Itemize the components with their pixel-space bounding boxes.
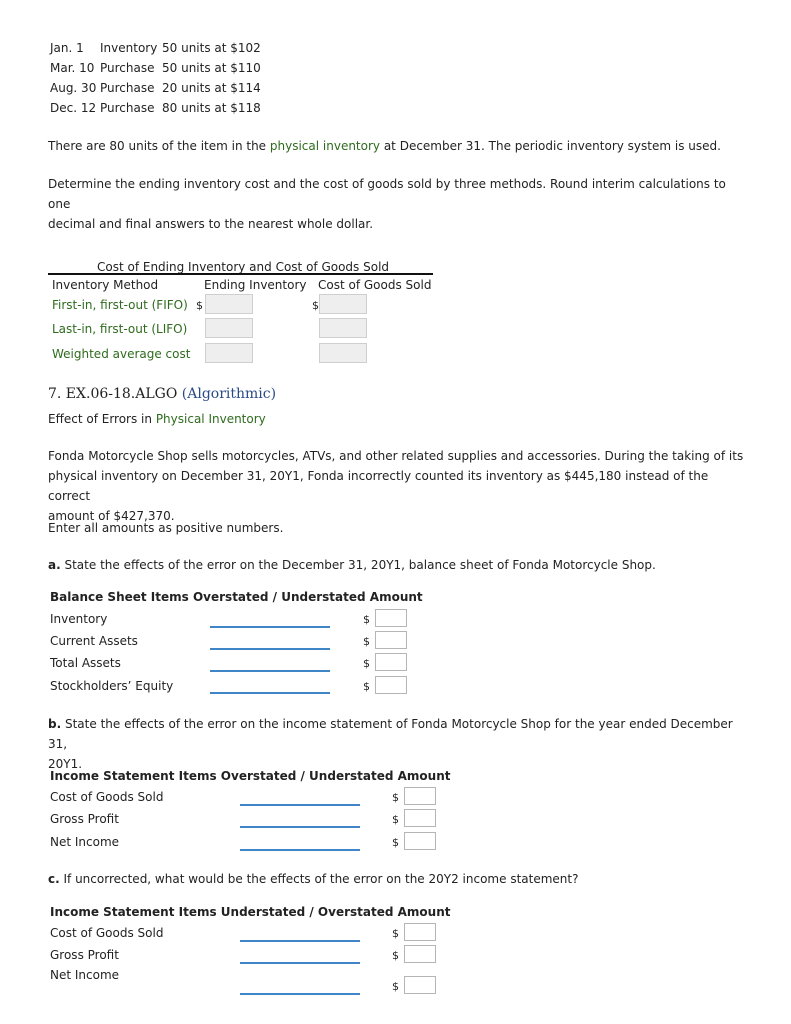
part-b-prompt <box>48 714 748 774</box>
row-lifo-label: Last-in, first-out (LIFO) <box>52 322 188 336</box>
purchase-type: Purchase <box>100 101 155 115</box>
item-net-income: Net Income <box>50 835 120 849</box>
weighted-ending-inventory-input[interactable] <box>205 343 253 363</box>
algorithmic-tag: (Algorithmic) <box>181 386 277 402</box>
part-c-header: Income Statement Items Understated / Overstated Amount <box>50 905 451 919</box>
part-text: State the effects of the error on the December 31, 20Y1, balance sheet of Fonda Motorcycle Shop. <box>64 558 656 572</box>
dollar-sign: $ <box>363 613 370 626</box>
physical-inventory-link[interactable]: Physical Inventory <box>155 412 266 426</box>
purchase-detail: 80 units at $118 <box>162 101 261 115</box>
intro-paragraph <box>48 446 748 526</box>
dollar-sign: $ <box>392 927 399 940</box>
fifo-cogs-input[interactable] <box>319 294 367 314</box>
purchase-detail: 50 units at $110 <box>162 61 261 75</box>
dollar-sign: $ <box>392 949 399 962</box>
part-b-header: Income Statement Items Overstated / Understated Amount <box>50 769 451 783</box>
part-letter: b. <box>48 717 62 731</box>
cogs-20y2-amount-input[interactable] <box>404 923 436 941</box>
physical-inventory-link[interactable]: physical inventory <box>269 139 381 153</box>
dollar-sign: $ <box>392 980 399 993</box>
dollar-sign: $ <box>196 299 203 312</box>
part-a-prompt <box>48 558 656 572</box>
item-current-assets: Current Assets <box>50 634 138 648</box>
purchase-detail: 50 units at $102 <box>162 41 261 55</box>
cogs-effect-dropdown[interactable] <box>240 804 360 806</box>
col-cost-of-goods-sold: Cost of Goods Sold <box>318 278 432 292</box>
dollar-sign: $ <box>392 813 399 826</box>
gross-profit-amount-input[interactable] <box>404 809 436 827</box>
purchase-type: Purchase <box>100 81 155 95</box>
fifo-ending-inventory-input[interactable] <box>205 294 253 314</box>
current-assets-amount-input[interactable] <box>375 631 407 649</box>
part-a-header: Balance Sheet Items Overstated / Understated Amount <box>50 590 423 604</box>
item-net-income: Net Income <box>50 968 120 982</box>
intro-line: physical inventory on December 31, 20Y1, Fonda incorrectly counted its inventory as $445,180 instead of the correct <box>48 469 709 503</box>
total-assets-amount-input[interactable] <box>375 653 407 671</box>
total-assets-effect-dropdown[interactable] <box>210 670 330 672</box>
purchase-type: Inventory <box>100 41 158 55</box>
purchase-date: Mar. 10 <box>50 61 95 75</box>
part-text: State the effects of the error on the income statement of Fonda Motorcycle Shop for the year ended December 31, <box>48 717 733 751</box>
inventory-statement <box>48 136 748 156</box>
net-income-effect-dropdown[interactable] <box>240 849 360 851</box>
col-inventory-method: Inventory Method <box>52 278 159 292</box>
question-number: 7. EX.06-18.ALGO <box>48 386 178 402</box>
dollar-sign: $ <box>392 791 399 804</box>
instruction-text: Enter all amounts as positive numbers. <box>48 521 284 535</box>
text: at December 31. The periodic inventory system is used. <box>380 139 721 153</box>
part-letter: a. <box>48 558 61 572</box>
dollar-sign: $ <box>392 836 399 849</box>
purchase-row <box>50 81 261 95</box>
inventory-amount-input[interactable] <box>375 609 407 627</box>
item-cost-of-goods-sold: Cost of Goods Sold <box>50 926 164 940</box>
purchase-row <box>50 61 261 75</box>
lifo-cogs-input[interactable] <box>319 318 367 338</box>
instructions-line2: decimal and final answers to the nearest whole dollar. <box>48 217 374 231</box>
dollar-sign: $ <box>363 635 370 648</box>
dollar-sign: $ <box>363 657 370 670</box>
intro-line: amount of $427,370. <box>48 509 175 523</box>
cogs-amount-input[interactable] <box>404 787 436 805</box>
item-gross-profit: Gross Profit <box>50 948 119 962</box>
purchase-row <box>50 41 261 55</box>
question-subtitle <box>48 412 266 426</box>
net-income-amount-input[interactable] <box>404 832 436 850</box>
purchase-detail: 20 units at $114 <box>162 81 261 95</box>
dollar-sign: $ <box>363 680 370 693</box>
purchase-date: Jan. 1 <box>50 41 84 55</box>
part-text: If uncorrected, what would be the effects of the error on the 20Y2 income statement? <box>63 872 579 886</box>
part-letter: c. <box>48 872 60 886</box>
gross-profit-effect-dropdown[interactable] <box>240 826 360 828</box>
net-income-20y2-effect-dropdown[interactable] <box>240 993 360 995</box>
purchase-row <box>50 101 261 115</box>
purchase-type: Purchase <box>100 61 155 75</box>
row-weighted-average-label: Weighted average cost <box>52 347 191 361</box>
col-ending-inventory: Ending Inventory <box>204 278 307 292</box>
stockholders-equity-amount-input[interactable] <box>375 676 407 694</box>
purchase-date: Aug. 30 <box>50 81 97 95</box>
item-stockholders-equity: Stockholders’ Equity <box>50 679 174 693</box>
table-title: Cost of Ending Inventory and Cost of Goods Sold <box>97 260 390 274</box>
item-cost-of-goods-sold: Cost of Goods Sold <box>50 790 164 804</box>
current-assets-effect-dropdown[interactable] <box>210 648 330 650</box>
part-text: 20Y1. <box>48 757 83 771</box>
text: Effect of Errors in <box>48 412 156 426</box>
intro-line: Fonda Motorcycle Shop sells motorcycles, ATVs, and other related supplies and accessories. During the taking of its <box>48 449 744 463</box>
purchase-date: Dec. 12 <box>50 101 97 115</box>
item-gross-profit: Gross Profit <box>50 812 119 826</box>
item-inventory: Inventory <box>50 612 108 626</box>
instructions-line1: Determine the ending inventory cost and the cost of goods sold by three methods. Round interim calculations to one <box>48 177 726 211</box>
gross-profit-20y2-amount-input[interactable] <box>404 945 436 963</box>
item-total-assets: Total Assets <box>50 656 121 670</box>
weighted-cogs-input[interactable] <box>319 343 367 363</box>
instructions <box>48 174 748 234</box>
question-heading <box>48 386 276 402</box>
text: There are 80 units of the item in the <box>48 139 270 153</box>
lifo-ending-inventory-input[interactable] <box>205 318 253 338</box>
dollar-sign: $ <box>312 299 319 312</box>
table-rule <box>48 273 433 275</box>
cogs-20y2-effect-dropdown[interactable] <box>240 940 360 942</box>
gross-profit-20y2-effect-dropdown[interactable] <box>240 962 360 964</box>
inventory-effect-dropdown[interactable] <box>210 626 330 628</box>
stockholders-equity-effect-dropdown[interactable] <box>210 692 330 694</box>
net-income-20y2-amount-input[interactable] <box>404 976 436 994</box>
row-fifo-label: First-in, first-out (FIFO) <box>52 298 188 312</box>
part-c-prompt <box>48 872 578 886</box>
